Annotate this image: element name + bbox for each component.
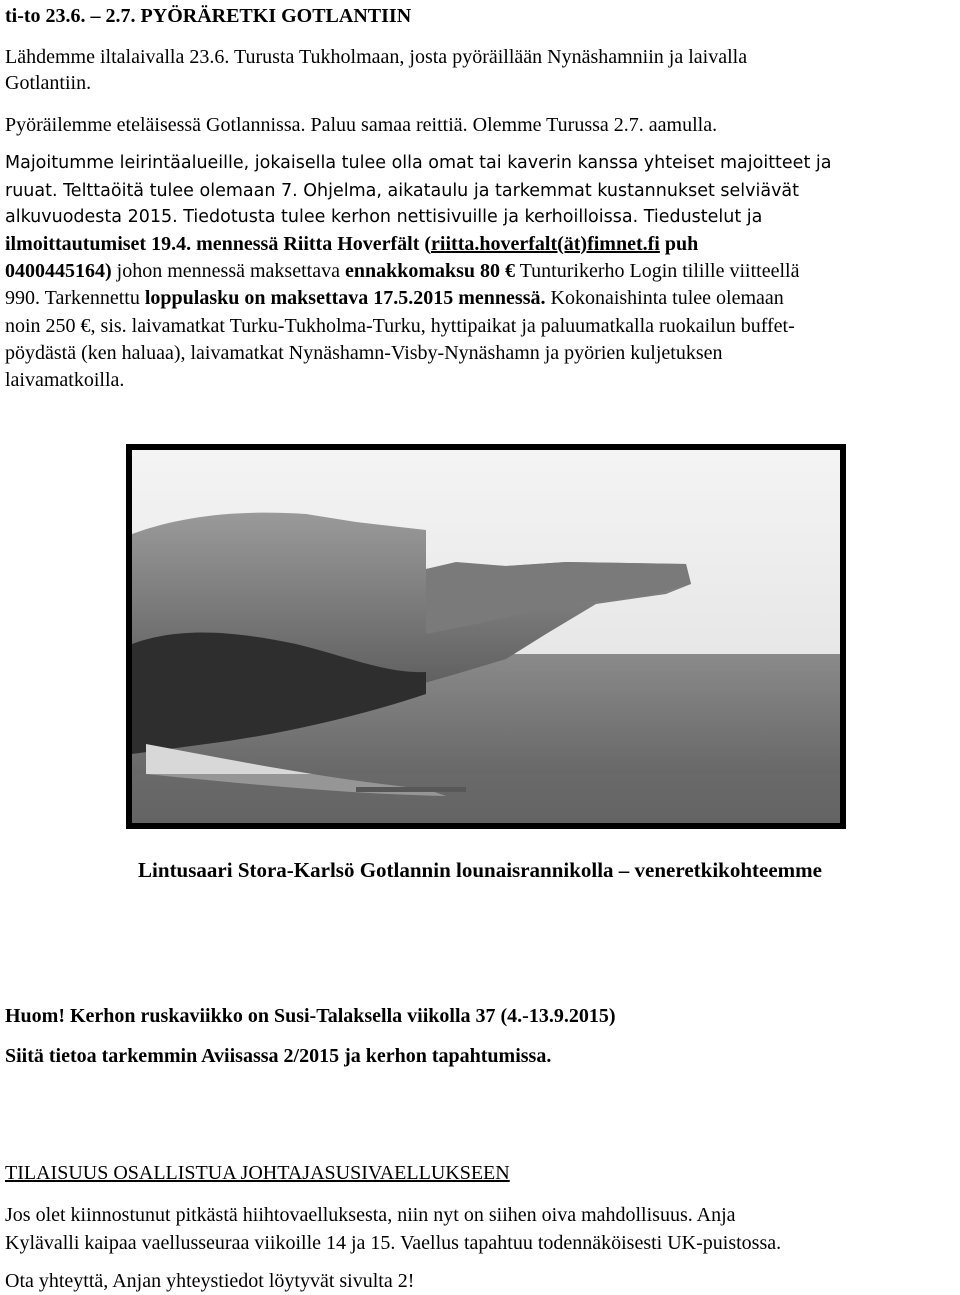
phone-label: puh bbox=[659, 233, 699, 255]
details-line-7: noin 250 €, sis. laivamatkat Turku-Tukholma-Turku, hyttipaikat ja paluumatkalla ruokailun buffet- bbox=[5, 315, 795, 337]
intro-line-1: Lähdemme iltalaivalla 23.6. Turusta Tukholmaan, josta pyöräillään Nynäshamniin ja laivalla bbox=[5, 46, 748, 68]
details-line-1: Majoitumme leirintäalueille, jokaisella tulee olla omat tai kaverin kanssa yhteiset majoitteet ja bbox=[5, 153, 832, 173]
hike-line-3: Ota yhteyttä, Anjan yhteystiedot löytyvät sivulta 2! bbox=[5, 1270, 415, 1292]
intro-line-3: Pyöräilemme eteläisessä Gotlannissa. Paluu samaa reittiä. Olemme Turussa 2.7. aamulla. bbox=[5, 114, 718, 136]
final-payment: loppulasku on maksettava 17.5.2015 mennessä. bbox=[144, 287, 546, 309]
hike-line-2: Kylävalli kaipaa vaellusseuraa viikoille 14 ja 15. Vaellus tapahtuu todennäköisesti UK-puistossa. bbox=[5, 1232, 782, 1254]
registration-deadline: ilmoittautumiset 19.4. mennessä Riitta Hoverfält ( bbox=[5, 233, 432, 255]
notice-line-2: Siitä tietoa tarkemmin Aviisassa 2/2015 ja kerhon tapahtumissa. bbox=[5, 1045, 552, 1067]
phone-number: 0400445164) bbox=[5, 260, 112, 282]
details-line-9: laivamatkoilla. bbox=[5, 369, 125, 391]
island-photo bbox=[126, 444, 846, 829]
details-line-8: pöydästä (ken haluaa), laivamatkat Nynäshamn-Visby-Nynäshamn ja pyörien kuljetuksen bbox=[5, 342, 723, 364]
hike-heading: TILAISUUS OSALLISTUA JOHTAJASUSIVAELLUKSEEN bbox=[5, 1162, 510, 1184]
details-line-5: 0400445164) johon mennessä maksettava ennakkomaksu 80 € Tunturikerho Login tilille viitteellä bbox=[5, 260, 800, 282]
details-line-3: alkuvuodesta 2015. Tiedotusta tulee kerhon nettisivuille ja kerhoilloissa. Tiedustelut ja bbox=[5, 207, 763, 227]
intro-line-2: Gotlantiin. bbox=[5, 72, 92, 94]
notice-line-1: Huom! Kerhon ruskaviikko on Susi-Talaksella viikolla 37 (4.-13.9.2015) bbox=[5, 1005, 616, 1027]
details-line-2: ruuat. Telttaöitä tulee olemaan 7. Ohjelma, aikataulu ja tarkemmat kustannukset selviävät bbox=[5, 181, 800, 201]
hike-line-1: Jos olet kiinnostunut pitkästä hiihtovaelluksesta, niin nyt on siihen oiva mahdollisuus. Anja bbox=[5, 1204, 736, 1226]
photo-caption: Lintusaari Stora-Karlsö Gotlannin lounaisrannikolla – veneretkikohteemme bbox=[138, 858, 822, 882]
details-line-4 bbox=[5, 232, 698, 256]
page-title: ti-to 23.6. – 2.7. PYÖRÄRETKI GOTLANTIIN bbox=[5, 5, 412, 27]
contact-email-link[interactable]: riitta.hoverfalt(ät)fimnet.fi bbox=[431, 233, 660, 255]
advance-payment: ennakkomaksu 80 € bbox=[344, 260, 516, 282]
details-line-6: 990. Tarkennettu loppulasku on maksettava 17.5.2015 mennessä. Kokonaishinta tulee olemaan bbox=[5, 287, 784, 309]
island-photo-image bbox=[126, 444, 846, 829]
